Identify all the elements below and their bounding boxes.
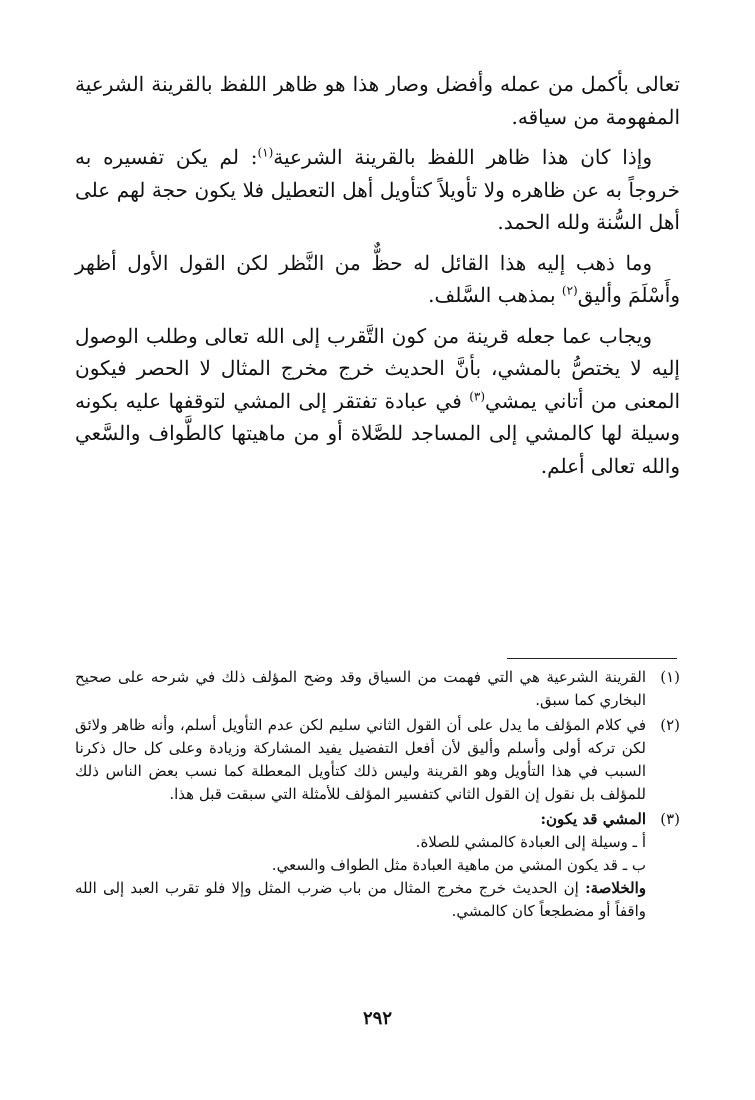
footnote-number: (١) (660, 668, 680, 686)
footnote-line: في كلام المؤلف ما يدل على أن القول الثاني سليم لكن عدم التأويل أسلم، وأنه ظاهر ولائق لكن تركه أولى وأسلم وأليق لأن أفعل التفضيل يفيد المشاركة وزيادة وعلى كل حال ذكرنا السبب في هذا التأويل وهو القرينة وليس ذلك كتأويل المعطلة كما نسب بعض الناس ذلك للمؤلف بل نقول إن القول الثاني كتفسير المؤلف للأمثلة التي سبقت قبل هذا. (75, 716, 646, 803)
footnote-number: (٢) (660, 716, 680, 734)
paragraph-4-text-start: ويجاب عما جعله قرينة من كون التَّقرب إلى الله تعالى وطلب الوصول إليه لا يختصُّ بالمشي، بأنَّ الحديث خرج مخرج المثال لا الحصر فيكون المعنى من أتاني يمشي (75, 323, 681, 413)
footnote-ref-1[interactable]: (١) (257, 145, 274, 160)
footnote-line: المشي قد يكون: (540, 810, 646, 828)
footnote-ref-3[interactable]: (٣) (469, 388, 486, 403)
footnote-2 (75, 714, 680, 806)
paragraph-1: تعالى بأكمل من عمله وأفضل وصار هذا هو ظاهر اللفظ بالقرينة الشرعية المفهومة من سياقه. (75, 72, 680, 129)
paragraph-2-text-end: : لم يكن تفسيره به خروجاً به عن ظاهره ولا تأويلاً كتأويل أهل التعطيل فلا يكون حجة لهم على أهل السُّنة ولله الحمد. (75, 145, 680, 234)
footnote-body (75, 808, 646, 923)
paragraph-3-text-start: وما ذهب إليه هذا القائل له حظٌّ من النَّظر لكن القول الأول أظهر وأَسْلَمَ وأليق (75, 250, 680, 307)
footnote-line: أ ـ وسيلة إلى العبادة كالمشي للصلاة. (415, 833, 646, 851)
conclusion-label: والخلاصة: (585, 879, 646, 897)
footnote-1 (75, 666, 680, 712)
footnote-body (75, 666, 646, 712)
page-number: ٢٩٢ (362, 1008, 392, 1029)
paragraph-3-text-end: بمذهب السَّلف. (428, 283, 562, 307)
footnote-separator (507, 658, 677, 659)
footnote-3 (75, 808, 680, 923)
paragraph-4 (75, 320, 680, 483)
conclusion-text: إن الحديث خرج مخرج المثال من باب ضرب المثل وإلا فلو تقرب العبد إلى الله واقفاً أو مضطجعاً كان كالمشي. (75, 879, 646, 920)
paragraph-2 (75, 141, 680, 239)
paragraph-4-text-end: في عبادة تفتقر إلى المشي لتوقفها عليه بكونه وسيلة لها كالمشي إلى المساجد للصَّلاة أو من ماهيتها كالطَّواف والسَّعي والله تعالى أعلم. (75, 388, 680, 478)
footnote-ref-2[interactable]: (٢) (561, 283, 578, 298)
footnote-number: (٣) (660, 810, 680, 828)
paragraph-3 (75, 247, 680, 312)
footnote-line: القرينة الشرعية هي التي فهمت من السياق وقد وضح المؤلف ذلك في شرحه على صحيح البخاري كما سبق. (75, 668, 646, 709)
footnotes (75, 666, 680, 925)
footnote-body (75, 714, 646, 806)
footnote-conclusion (75, 877, 646, 923)
footnote-line: ب ـ قد يكون المشي من ماهية العبادة مثل الطواف والسعي. (271, 856, 646, 874)
main-text (75, 68, 680, 490)
paragraph-2-text-start: وإذا كان هذا ظاهر اللفظ بالقرينة الشرعية (273, 145, 652, 169)
